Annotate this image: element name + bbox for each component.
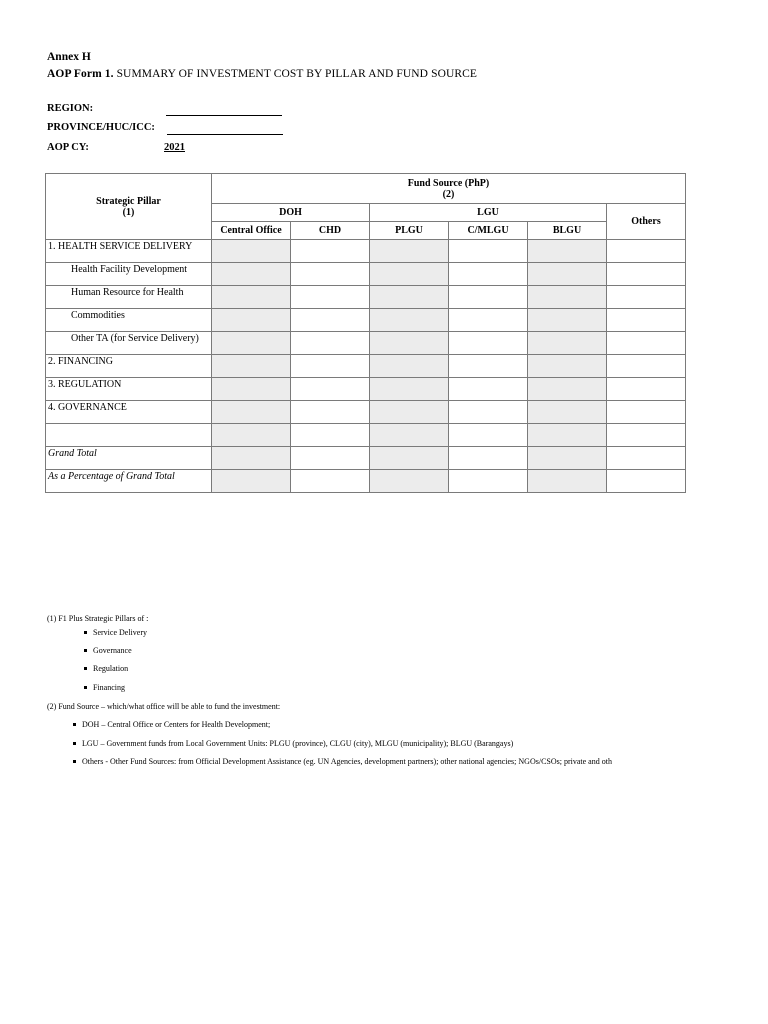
- note-1-item: Regulation: [84, 664, 128, 674]
- amount-cell-chd[interactable]: [291, 263, 370, 286]
- row-label: As a Percentage of Grand Total: [46, 470, 212, 493]
- amount-cell-central-office[interactable]: [212, 332, 291, 355]
- amount-cell-others[interactable]: [607, 378, 686, 401]
- note-2-item: LGU – Government funds from Local Government Units: PLGU (province), CLGU (city), MLGU (municipality); BLGU (Barangays): [73, 739, 513, 749]
- amount-cell-central-office[interactable]: [212, 447, 291, 470]
- amount-cell-central-office[interactable]: [212, 286, 291, 309]
- amount-cell-plgu[interactable]: [370, 263, 449, 286]
- amount-cell-blgu[interactable]: [528, 332, 607, 355]
- aop-cy-value[interactable]: 2021: [164, 142, 185, 153]
- amount-cell-plgu[interactable]: [370, 240, 449, 263]
- row-label: 4. GOVERNANCE: [46, 401, 212, 424]
- amount-cell-plgu[interactable]: [370, 470, 449, 493]
- amount-cell-central-office[interactable]: [212, 309, 291, 332]
- amount-cell-plgu[interactable]: [370, 355, 449, 378]
- amount-cell-plgu[interactable]: [370, 309, 449, 332]
- col-header-cmlgu: C/MLGU: [449, 222, 528, 240]
- amount-cell-blgu[interactable]: [528, 447, 607, 470]
- amount-cell-others[interactable]: [607, 332, 686, 355]
- amount-cell-others[interactable]: [607, 263, 686, 286]
- amount-cell-others[interactable]: [607, 470, 686, 493]
- amount-cell-cmlgu[interactable]: [449, 332, 528, 355]
- amount-cell-central-office[interactable]: [212, 240, 291, 263]
- note-1-item: Service Delivery: [84, 628, 147, 638]
- annex-label: Annex H: [47, 51, 91, 63]
- amount-cell-blgu[interactable]: [528, 424, 607, 447]
- amount-cell-others[interactable]: [607, 286, 686, 309]
- amount-cell-others[interactable]: [607, 424, 686, 447]
- table-row: [46, 355, 686, 378]
- amount-cell-chd[interactable]: [291, 355, 370, 378]
- table-row: [46, 240, 686, 263]
- amount-cell-cmlgu[interactable]: [449, 240, 528, 263]
- amount-cell-plgu[interactable]: [370, 286, 449, 309]
- amount-cell-cmlgu[interactable]: [449, 401, 528, 424]
- form-title: [47, 68, 477, 80]
- amount-cell-blgu[interactable]: [528, 263, 607, 286]
- table-row: [46, 332, 686, 355]
- amount-cell-central-office[interactable]: [212, 378, 291, 401]
- col-header-central-office: Central Office: [212, 222, 291, 240]
- amount-cell-plgu[interactable]: [370, 401, 449, 424]
- row-label: Health Facility Development: [46, 263, 212, 286]
- region-label: REGION:: [47, 103, 94, 114]
- table-row: [46, 401, 686, 424]
- amount-cell-chd[interactable]: [291, 378, 370, 401]
- amount-cell-plgu[interactable]: [370, 447, 449, 470]
- region-field[interactable]: [166, 103, 282, 116]
- row-label: 2. FINANCING: [46, 355, 212, 378]
- note-1-item: Governance: [84, 646, 132, 656]
- amount-cell-cmlgu[interactable]: [449, 355, 528, 378]
- note-2-item: Others - Other Fund Sources: from Official Development Assistance (eg. UN Agencies, development partners); other national agencies; NGOs/CSOs; private and oth: [73, 757, 685, 767]
- amount-cell-blgu[interactable]: [528, 378, 607, 401]
- amount-cell-cmlgu[interactable]: [449, 447, 528, 470]
- table-row: [46, 309, 686, 332]
- row-label: 1. HEALTH SERVICE DELIVERY: [46, 240, 212, 263]
- province-label: PROVINCE/HUC/ICC:: [47, 122, 155, 133]
- amount-cell-blgu[interactable]: [528, 309, 607, 332]
- amount-cell-plgu[interactable]: [370, 332, 449, 355]
- note-1-item: Financing: [84, 683, 125, 693]
- row-label: 3. REGULATION: [46, 378, 212, 401]
- form-code: AOP Form 1.: [47, 68, 114, 80]
- col-header-chd: CHD: [291, 222, 370, 240]
- amount-cell-others[interactable]: [607, 309, 686, 332]
- amount-cell-cmlgu[interactable]: [449, 286, 528, 309]
- province-field[interactable]: [167, 122, 283, 135]
- amount-cell-blgu[interactable]: [528, 286, 607, 309]
- amount-cell-blgu[interactable]: [528, 401, 607, 424]
- col-header-blgu: BLGU: [528, 222, 607, 240]
- amount-cell-chd[interactable]: [291, 470, 370, 493]
- row-label: Human Resource for Health: [46, 286, 212, 309]
- investment-cost-table: [45, 173, 686, 493]
- note-2-item: DOH – Central Office or Centers for Health Development;: [73, 720, 270, 730]
- col-header-plgu: PLGU: [370, 222, 449, 240]
- amount-cell-chd[interactable]: [291, 332, 370, 355]
- row-label: Other TA (for Service Delivery): [46, 332, 212, 355]
- row-label: Commodities: [46, 309, 212, 332]
- amount-cell-cmlgu[interactable]: [449, 263, 528, 286]
- amount-cell-cmlgu[interactable]: [449, 309, 528, 332]
- amount-cell-blgu[interactable]: [528, 355, 607, 378]
- row-label: [46, 424, 212, 447]
- table-row: [46, 286, 686, 309]
- amount-cell-blgu[interactable]: [528, 470, 607, 493]
- amount-cell-cmlgu[interactable]: [449, 470, 528, 493]
- amount-cell-central-office[interactable]: [212, 424, 291, 447]
- amount-cell-chd[interactable]: [291, 309, 370, 332]
- amount-cell-central-office[interactable]: [212, 355, 291, 378]
- amount-cell-blgu[interactable]: [528, 240, 607, 263]
- table-row: [46, 263, 686, 286]
- amount-cell-chd[interactable]: [291, 424, 370, 447]
- lgu-group-header: LGU: [370, 204, 607, 222]
- row-label: Grand Total: [46, 447, 212, 470]
- amount-cell-chd[interactable]: [291, 447, 370, 470]
- amount-cell-chd[interactable]: [291, 401, 370, 424]
- amount-cell-others[interactable]: [607, 240, 686, 263]
- amount-cell-central-office[interactable]: [212, 401, 291, 424]
- amount-cell-others[interactable]: [607, 447, 686, 470]
- table-row: [46, 447, 686, 470]
- table-row: [46, 378, 686, 401]
- amount-cell-chd[interactable]: [291, 286, 370, 309]
- note-2: (2) Fund Source – which/what office will be able to fund the investment:: [47, 702, 281, 711]
- form-title-text: SUMMARY OF INVESTMENT COST BY PILLAR AND FUND SOURCE: [116, 68, 478, 80]
- strategic-pillar-header: Strategic Pillar (1): [46, 174, 212, 240]
- table-row: [46, 424, 686, 447]
- aop-cy-label: AOP CY:: [47, 142, 89, 153]
- amount-cell-cmlgu[interactable]: [449, 424, 528, 447]
- doh-group-header: DOH: [212, 204, 370, 222]
- note-1: (1) F1 Plus Strategic Pillars of :: [47, 614, 149, 623]
- others-header: Others: [607, 204, 686, 240]
- amount-cell-others[interactable]: [607, 355, 686, 378]
- table-row: [46, 470, 686, 493]
- amount-cell-plgu[interactable]: [370, 424, 449, 447]
- fund-source-header: Fund Source (PhP) (2): [212, 174, 686, 204]
- amount-cell-central-office[interactable]: [212, 263, 291, 286]
- amount-cell-others[interactable]: [607, 401, 686, 424]
- amount-cell-chd[interactable]: [291, 240, 370, 263]
- amount-cell-central-office[interactable]: [212, 470, 291, 493]
- amount-cell-cmlgu[interactable]: [449, 378, 528, 401]
- amount-cell-plgu[interactable]: [370, 378, 449, 401]
